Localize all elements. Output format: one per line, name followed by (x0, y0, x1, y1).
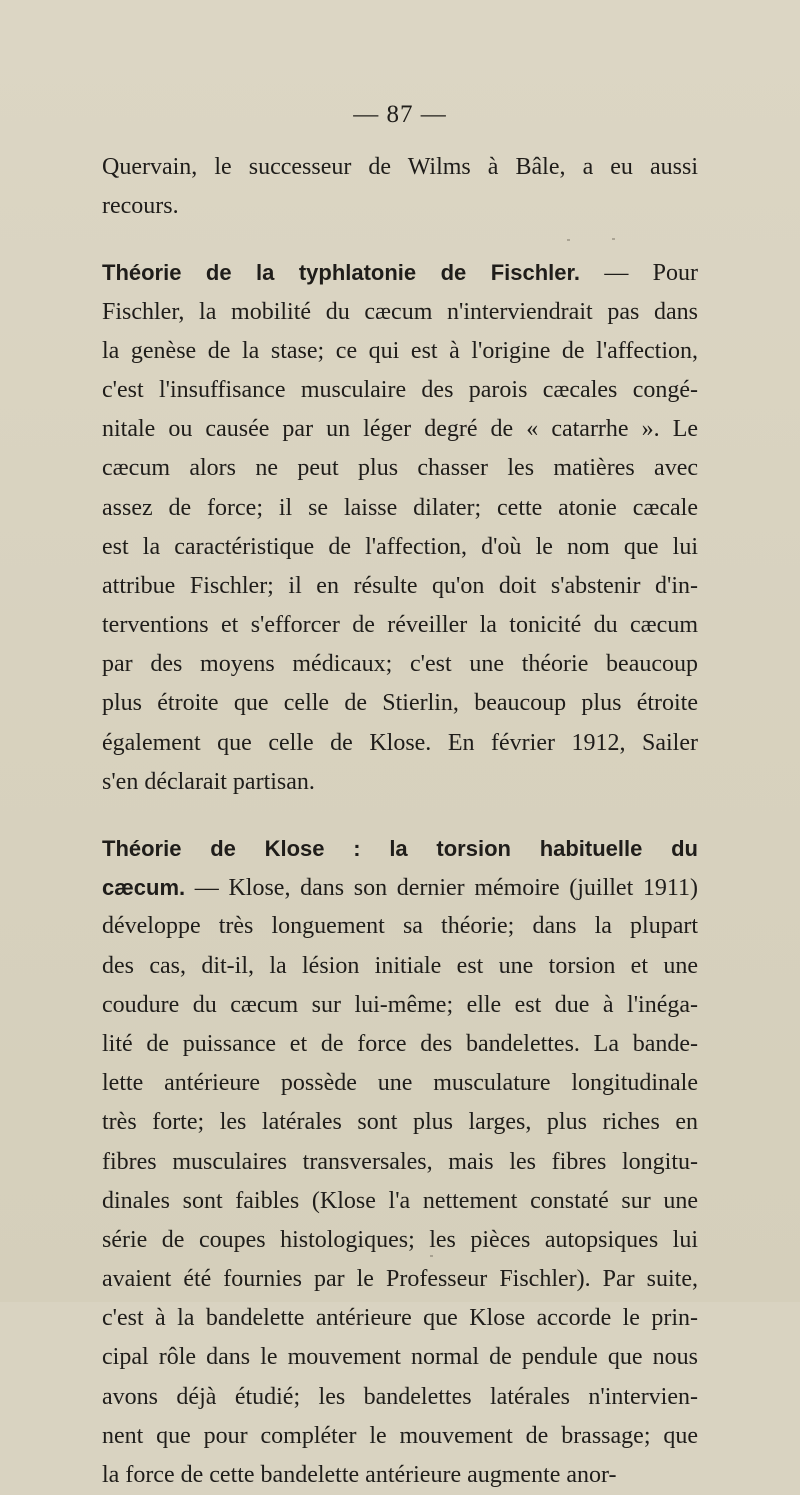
text-line (102, 1182, 698, 1221)
text-line (102, 986, 698, 1025)
section-heading: cæcum. (102, 875, 186, 901)
line-text: des cas, dit-il, la lésion initiale est une torsion et une (102, 952, 698, 979)
line-text: Fischler, la mobilité du cæcum n'interviendrait pas dans (102, 298, 698, 325)
text-line (102, 1221, 698, 1260)
line-text: attribue Fischler; il en résulte qu'on doit s'abstenir d'in- (102, 572, 698, 599)
text-line (102, 332, 698, 371)
text-line (102, 724, 698, 763)
line-text: très forte; les latérales sont plus larges, plus riches en (102, 1109, 698, 1136)
page-number: — 87 — (353, 101, 447, 128)
text-line (102, 829, 698, 868)
text-line (102, 1456, 698, 1495)
text-line (102, 1064, 698, 1103)
text-line (102, 1103, 698, 1142)
text-line (102, 293, 698, 332)
text-line (102, 1143, 698, 1182)
line-text: avaient été fournies par le Professeur Fischler). Par suite, (102, 1266, 698, 1293)
line-text: également que celle de Klose. En février 1912, Sailer (102, 729, 698, 756)
paragraph (102, 148, 698, 226)
text-line (102, 1299, 698, 1338)
line-text: fibres musculaires transversales, mais les fibres longitu- (102, 1148, 698, 1175)
text-line (102, 410, 698, 449)
line-text: Quervain, le successeur de Wilms à Bâle, a eu aussi (102, 154, 698, 180)
text-line (102, 567, 698, 606)
section-heading: Théorie de la typhlatonie de Fischler. (102, 260, 580, 286)
text-line (102, 148, 698, 187)
text-line (102, 371, 698, 410)
paragraph (102, 829, 698, 1495)
line-text: s'en déclarait partisan. (102, 768, 315, 795)
text-line (102, 1260, 698, 1299)
paragraph (102, 253, 698, 802)
line-text: la genèse de la stase; ce qui est à l'origine de l'affection, (102, 337, 698, 364)
text-line (102, 907, 698, 946)
line-text: nitale ou causée par un léger degré de « catarrhe ». Le (102, 416, 698, 443)
text-line (102, 645, 698, 684)
text-line (102, 606, 698, 645)
text-line (102, 528, 698, 567)
line-text: nent que pour compléter le mouvement de brassage; que (102, 1422, 698, 1449)
line-text: c'est à la bandelette antérieure que Klose accorde le prin- (102, 1305, 698, 1332)
scan-speck (567, 239, 570, 241)
text-line (102, 1417, 698, 1456)
text-line (102, 1025, 698, 1064)
text-line (102, 947, 698, 986)
text-line (102, 763, 698, 802)
line-text: recours. (102, 193, 179, 220)
line-text: cæcum alors ne peut plus chasser les matières avec (102, 455, 698, 482)
line-text: est la caractéristique de l'affection, d'où le nom que lui (102, 533, 698, 560)
text-line (102, 1338, 698, 1377)
scan-speck (612, 238, 615, 240)
body-text (102, 148, 698, 1495)
text-line (102, 489, 698, 528)
line-text: dinales sont faibles (Klose l'a nettement constaté sur une (102, 1187, 698, 1214)
paragraph-gap (102, 226, 698, 253)
line-text: terventions et s'efforcer de réveiller la tonicité du cæcum (102, 612, 698, 639)
line-text: série de coupes histologiques; les pièces autopsiques lui (102, 1226, 698, 1253)
line-text: cipal rôle dans le mouvement normal de pendule que nous (102, 1344, 698, 1371)
paragraph-gap (102, 802, 698, 829)
line-text: c'est l'insuffisance musculaire des parois cæcales congé- (102, 376, 698, 403)
line-text: par des moyens médicaux; c'est une théorie beaucoup (102, 651, 698, 678)
text-line (102, 253, 698, 292)
text-line (102, 868, 698, 907)
line-text: coudure du cæcum sur lui-même; elle est due à l'inéga- (102, 991, 698, 1018)
text-line (102, 187, 698, 226)
line-text: plus étroite que celle de Stierlin, beaucoup plus étroite (102, 690, 698, 717)
line-text: assez de force; il se laisse dilater; cette atonie cæcale (102, 494, 698, 521)
line-text: développe très longuement sa théorie; dans la plupart (102, 913, 698, 940)
line-text: lette antérieure possède une musculature longitudinale (102, 1070, 698, 1097)
scan-speck (430, 1255, 433, 1257)
line-text: avons déjà étudié; les bandelettes latérales n'intervien- (102, 1383, 698, 1410)
line-text: la force de cette bandelette antérieure augmente anor- (102, 1462, 617, 1488)
line-text: lité de puissance et de force des bandelettes. La bande- (102, 1030, 698, 1057)
text-line (102, 449, 698, 488)
line-text: — Pour (579, 260, 698, 287)
line-text: — Klose, dans son dernier mémoire (juillet 1911) (185, 875, 698, 902)
section-heading: Théorie de Klose : la torsion habituelle du (102, 836, 698, 861)
text-line (102, 1378, 698, 1417)
text-line (102, 684, 698, 723)
